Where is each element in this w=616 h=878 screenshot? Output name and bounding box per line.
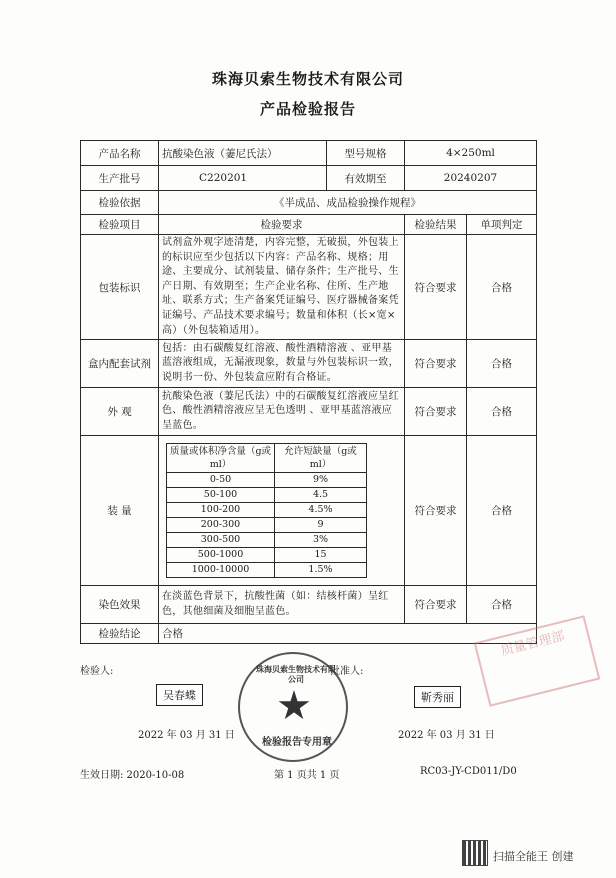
appearance-requirement: 抗酸染色液（萋尼氏法）中的石碳酸复红溶液应呈红色、酸性酒精溶液应呈无色透明 、亚甲基蓝溶液应呈蓝色。: [159, 388, 405, 436]
conclusion-label: 检验结论: [81, 624, 159, 644]
appearance-row: [81, 388, 537, 436]
fill-requirement: [159, 436, 405, 586]
packaging-result: 符合要求: [405, 235, 467, 340]
batch-label: 生产批号: [81, 166, 159, 191]
fill-shortage-cell: 4.5: [275, 487, 367, 502]
qr-code-icon: [462, 840, 488, 866]
fill-item: 装 量: [81, 436, 159, 586]
table-row: [167, 532, 367, 547]
kit-requirement: 包括：由石碳酸复红溶液、酸性酒精溶液 、亚甲基蓝溶液组成，无漏液现象，数量与外包装标识一致，说明书一份、外包装盒应附有合格证。: [159, 340, 405, 388]
appearance-result: 符合要求: [405, 388, 467, 436]
table-row: [167, 472, 367, 487]
stain-item: 染色效果: [81, 586, 159, 624]
fill-shortage-cell: 1.5%: [275, 562, 367, 577]
packaging-requirement: 试剂盒外观字迹清楚，内容完整，无破损，外包装上的标识应至少包括以下内容：产品名称、规格；用途、主要成分、试剂装量、储存条件；生产批号、生产日期、有效期至；生产企业名称、住所、生产地址、联系方式；生产备案凭证编号、医疗器械备案凭证编号、产品技术要求编号；数量和体积（长×宽×高）（外包装箱适用）。: [159, 235, 405, 340]
inspector-signature: 吴春蝶: [156, 684, 203, 706]
approver-signature: 靳秀丽: [414, 686, 461, 708]
fill-shortage-cell: 3%: [275, 532, 367, 547]
basis-label: 检验依据: [81, 191, 159, 215]
packaging-item: 包装标识: [81, 235, 159, 340]
fill-result: 符合要求: [405, 436, 467, 586]
basis-value: 《半成品、成品检验操作规程》: [159, 191, 537, 215]
inspection-date-right: 2022 年 03 月 31 日: [398, 730, 495, 741]
table-row: [167, 547, 367, 562]
appearance-verdict: 合格: [467, 388, 537, 436]
column-header-row: [81, 215, 537, 235]
fill-row: [81, 436, 537, 586]
basis-row: [81, 191, 537, 215]
stain-verdict: 合格: [467, 586, 537, 624]
conclusion-row: [81, 624, 537, 644]
seal-arc-text: 珠海贝索生物技术有限公司: [256, 664, 336, 684]
fill-shortage-cell: 4.5%: [275, 502, 367, 517]
fill-net-cell: 200-300: [167, 517, 275, 532]
fill-verdict: 合格: [467, 436, 537, 586]
inspection-table: [80, 140, 537, 644]
fill-shortage-cell: 9%: [275, 472, 367, 487]
fill-tolerance-table: [166, 443, 367, 578]
product-name-value: 抗酸染色液（萋尼氏法）: [159, 141, 327, 166]
batch-row: [81, 166, 537, 191]
appearance-item: 外 观: [81, 388, 159, 436]
fill-net-cell: 0-50: [167, 472, 275, 487]
col-verdict-header: 单项判定: [467, 215, 537, 235]
product-name-row: [81, 141, 537, 166]
kit-result: 符合要求: [405, 340, 467, 388]
fill-net-cell: 1000-10000: [167, 562, 275, 577]
table-row: [167, 502, 367, 517]
fill-net-cell: 500-1000: [167, 547, 275, 562]
expiry-value: 20240207: [405, 166, 537, 191]
fill-net-cell: 300-500: [167, 532, 275, 547]
effective-date: 生效日期: 2020-10-08: [80, 770, 185, 781]
table-row: [167, 487, 367, 502]
model-label: 型号规格: [327, 141, 405, 166]
col-result-header: 检验结果: [405, 215, 467, 235]
packaging-row: [81, 235, 537, 340]
table-row: [167, 562, 367, 577]
fill-table-header: [167, 443, 367, 472]
fill-shortage-cell: 15: [275, 547, 367, 562]
model-value: 4×250ml: [405, 141, 537, 166]
col-requirement-header: 检验要求: [159, 215, 405, 235]
fill-shortage-cell: 9: [275, 517, 367, 532]
expiry-label: 有效期至: [327, 166, 405, 191]
kit-verdict: 合格: [467, 340, 537, 388]
quality-department-stamp: 质量管理部: [474, 615, 601, 707]
packaging-verdict: 合格: [467, 235, 537, 340]
document-title: 产品检验报告: [259, 100, 356, 118]
kit-row: [81, 340, 537, 388]
kit-item: 盒内配套试剂: [81, 340, 159, 388]
fill-net-cell: 100-200: [167, 502, 275, 517]
fill-header-shortage: 允许短缺量（g或ml）: [275, 443, 367, 472]
inspection-date-left: 2022 年 03 月 31 日: [138, 730, 235, 741]
approver-label: 批准人:: [330, 666, 364, 677]
stain-requirement: 在淡蓝色背景下，抗酸性菌（如：结核杆菌）呈红色，其他细菌及细胞呈蓝色。: [159, 586, 405, 624]
document-code: RC03-JY-CD011/D0: [420, 766, 517, 777]
inspector-label: 检验人:: [80, 666, 114, 677]
stain-row: [81, 586, 537, 624]
batch-value: C220201: [159, 166, 327, 191]
col-item-header: 检验项目: [81, 215, 159, 235]
fill-header-net: 质量或体积净含量（g或ml）: [167, 443, 275, 472]
fill-net-cell: 50-100: [167, 487, 275, 502]
conclusion-value: 合格: [159, 624, 537, 644]
product-name-label: 产品名称: [81, 141, 159, 166]
stain-result: 符合要求: [405, 586, 467, 624]
scanner-watermark: 扫描全能王 创建: [493, 850, 574, 863]
table-row: [167, 517, 367, 532]
seal-bottom-text: 检验报告专用章: [262, 737, 332, 748]
company-name: 珠海贝索生物技术有限公司: [211, 70, 404, 88]
page-number: 第 1 页共 1 页: [274, 770, 340, 781]
